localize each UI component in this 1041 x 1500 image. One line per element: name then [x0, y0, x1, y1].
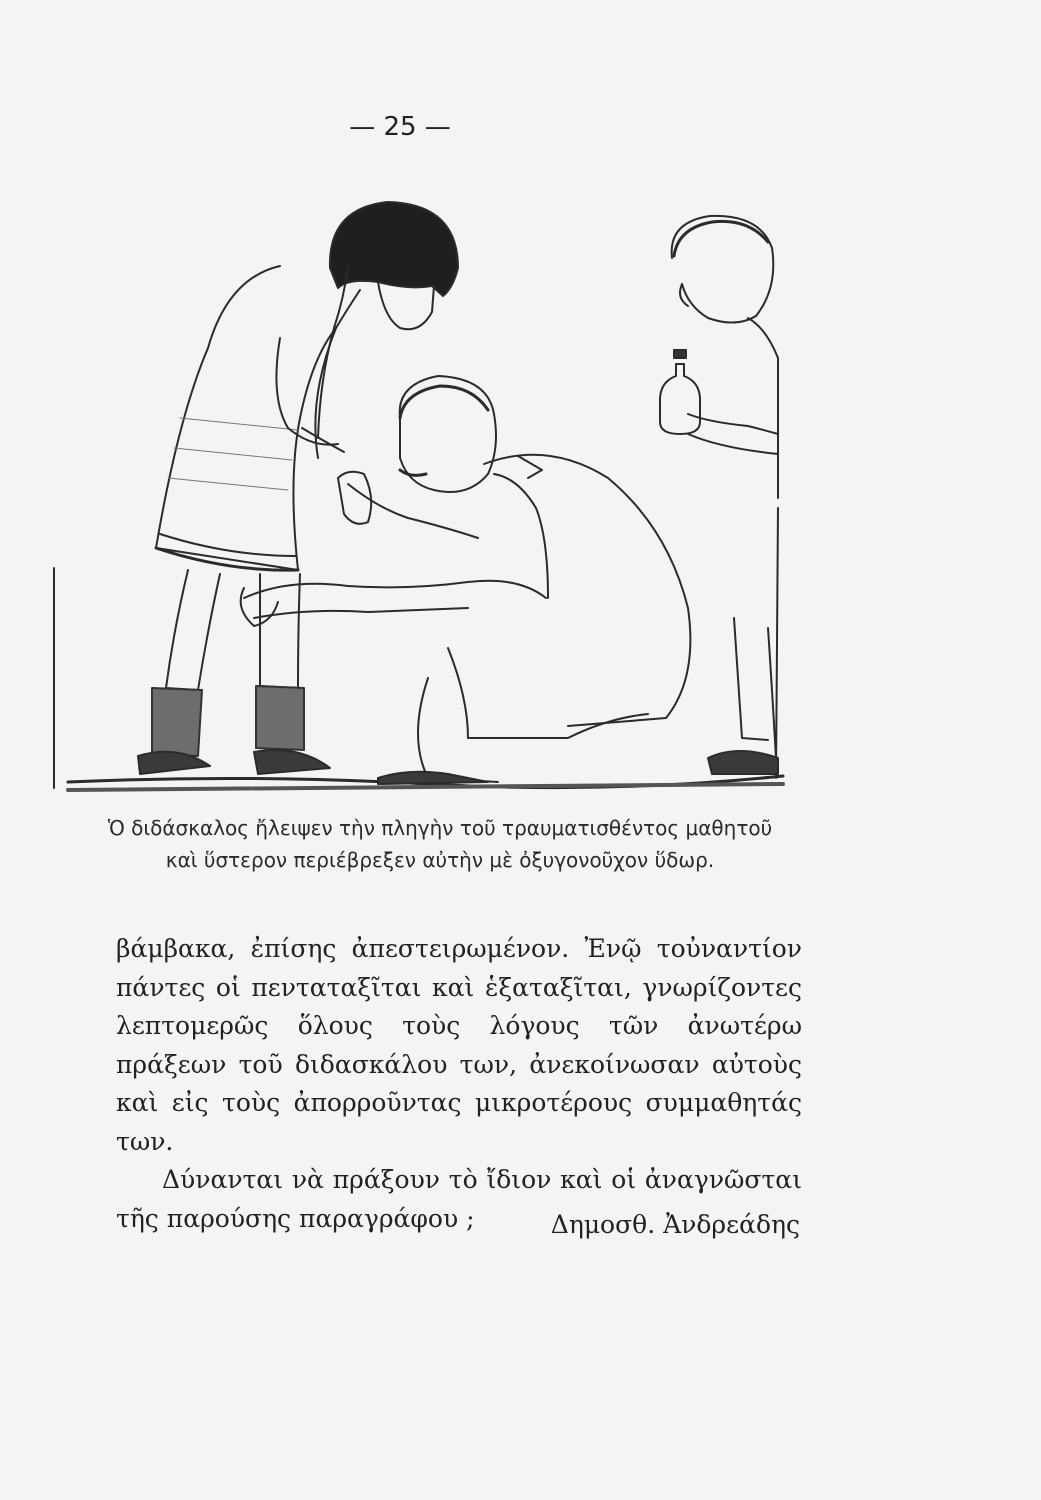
- caption-line-2: καὶ ὕστερον περιέβρεξεν αὐτὴν μὲ ὀξυγονοῦχον ὕδωρ.: [165, 848, 715, 872]
- paragraph-2: Δύνανται νὰ πράξουν τὸ ἴδιον καὶ οἱ ἀναγνῶσται τῆς παρούσης παραγράφου ;: [116, 1165, 802, 1233]
- paragraph-1: βάμβακα, ἐπίσης ἀπεστειρωμένον. Ἐνῷ τοὐναντίον πάντες οἱ πενταταξῖται καὶ ἑξαταξῖται, γνωρίζοντες λεπτομερῶς ὅλους τοὺς λόγους τῶν ἀνωτέρω πράξεων τοῦ διδασκάλου των, ἀνεκοίνωσαν αὐτοὺς καὶ εἰς τοὺς ἀπορροῦντας μικροτέρους συμμαθητάς των.: [116, 934, 802, 1156]
- body-text: [116, 930, 802, 1238]
- illustration-caption: [80, 812, 800, 876]
- caption-line-1: Ὁ διδάσκαλος ἤλειψεν τὴν πληγὴν τοῦ τραυματισθέντος μαθητοῦ: [107, 816, 773, 840]
- page-number: — 25 —: [349, 112, 451, 142]
- author-signature: Δημοσθ. Ἀνδρεάδης: [550, 1210, 800, 1239]
- illustration-teacher-treating-student-icon: [48, 178, 788, 808]
